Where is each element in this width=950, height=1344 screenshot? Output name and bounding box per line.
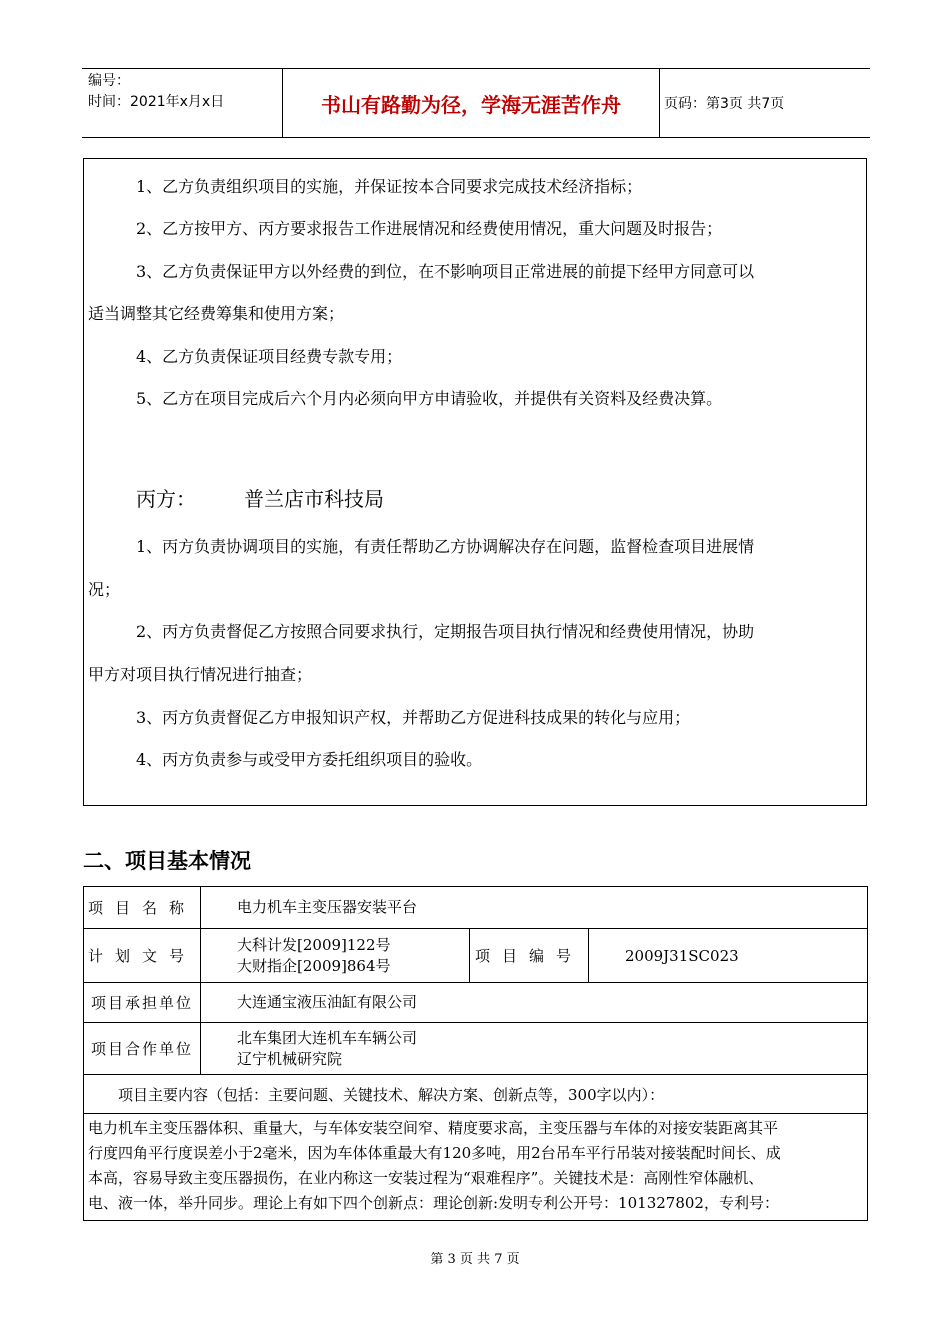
- project-no-value: 2009J31SC023: [589, 929, 868, 983]
- party-c-item-2: 2、丙方负责督促乙方按照合同要求执行，定期报告项目执行情况和经费使用情况，协助: [136, 622, 755, 641]
- table-row: [84, 929, 868, 983]
- project-name-value: 电力机车主变压器安装平台: [201, 887, 868, 929]
- party-b-item-3: 3、乙方负责保证甲方以外经费的到位，在不影响项目正常进展的前提下经甲方同意可以: [136, 262, 755, 281]
- partner-line-1: 北车集团大连机车车辆公司: [237, 1028, 418, 1047]
- party-c-item-3: 3、丙方负责督促乙方申报知识产权，并帮助乙方促进科技成果的转化与应用；: [136, 708, 691, 727]
- content-line-2: 行度四角平行度误差小于2毫米，因为车体体重最大有120多吨，用2台吊车平行吊装对接装配时间长、成: [88, 1144, 781, 1162]
- content-intro: 项目主要内容（包括：主要问题、关键技术、解决方案、创新点等，300字以内）：: [84, 1075, 868, 1114]
- party-b-item-3-cont: 适当调整其它经费筹集和使用方案；: [88, 304, 345, 323]
- partner-value: [201, 1023, 868, 1075]
- responsibilities-box: [83, 158, 867, 806]
- page-header: [82, 68, 870, 138]
- party-c-name: 普兰店市科技局: [244, 487, 384, 511]
- party-b-item-2: 2、乙方按甲方、丙方要求报告工作进展情况和经费使用情况，重大问题及时报告；: [136, 219, 723, 238]
- section-title: 二、项目基本情况: [83, 849, 251, 873]
- party-b-item-4: 4、乙方负责保证项目经费专款专用；: [136, 347, 403, 366]
- content-body: [84, 1114, 868, 1221]
- table-row: [84, 1023, 868, 1075]
- plan-doc-value: [201, 929, 470, 983]
- undertaker-value: 大连通宝液压油缸有限公司: [201, 983, 868, 1023]
- partner-line-2: 辽宁机械研究院: [237, 1049, 343, 1068]
- undertaker-label: 项目承担单位: [84, 983, 201, 1023]
- project-info-table: [83, 886, 868, 1221]
- page-footer: 第 3 页 共 7 页: [430, 1252, 520, 1267]
- plan-doc-line-2: 大财指企[2009]864号: [237, 956, 391, 975]
- header-meta: [88, 71, 278, 113]
- party-c-label: 丙方：: [136, 487, 196, 511]
- header-page-info: 页码：第3页 共7页: [664, 96, 785, 112]
- content-line-4: 电、液一体，举升同步。理论上有如下四个创新点：理论创新:发明专利公开号：101327802，专利号：: [88, 1194, 779, 1212]
- party-c-item-2-cont: 甲方对项目执行情况进行抽查；: [88, 665, 313, 684]
- party-c-item-1-cont: 况；: [88, 580, 121, 599]
- number-label: 编号：: [88, 73, 130, 89]
- header-motto: 书山有路勤为径，学海无涯苦作舟: [282, 69, 660, 137]
- content-line-3: 本高，容易导致主变压器损伤，在业内称这一安装过程为“艰难程序”。关键技术是：高刚性窄体融机、: [88, 1169, 764, 1187]
- plan-doc-label: 计划文号: [84, 929, 201, 983]
- table-row: [84, 1114, 868, 1221]
- table-row: [84, 887, 868, 929]
- project-no-label: 项目编号: [470, 929, 589, 983]
- content-line-1: 电力机车主变压器体积、重量大，与车体安装空间窄、精度要求高，主变压器与车体的对接安装距离其平: [88, 1119, 779, 1137]
- project-name-label: 项目名称: [84, 887, 201, 929]
- partner-label: 项目合作单位: [84, 1023, 201, 1075]
- party-c-item-1: 1、丙方负责协调项目的实施，有责任帮助乙方协调解决存在问题，监督检查项目进展情: [136, 537, 755, 556]
- table-row: [84, 983, 868, 1023]
- table-row: [84, 1075, 868, 1114]
- party-b-item-5: 5、乙方在项目完成后六个月内必须向甲方申请验收，并提供有关资料及经费决算。: [136, 389, 723, 408]
- plan-doc-line-1: 大科计发[2009]122号: [237, 935, 391, 954]
- party-b-item-1: 1、乙方负责组织项目的实施，并保证按本合同要求完成技术经济指标；: [136, 177, 643, 196]
- time-label: 时间：2021年x月x日: [88, 94, 225, 110]
- party-c-item-4: 4、丙方负责参与或受甲方委托组织项目的验收。: [136, 750, 483, 769]
